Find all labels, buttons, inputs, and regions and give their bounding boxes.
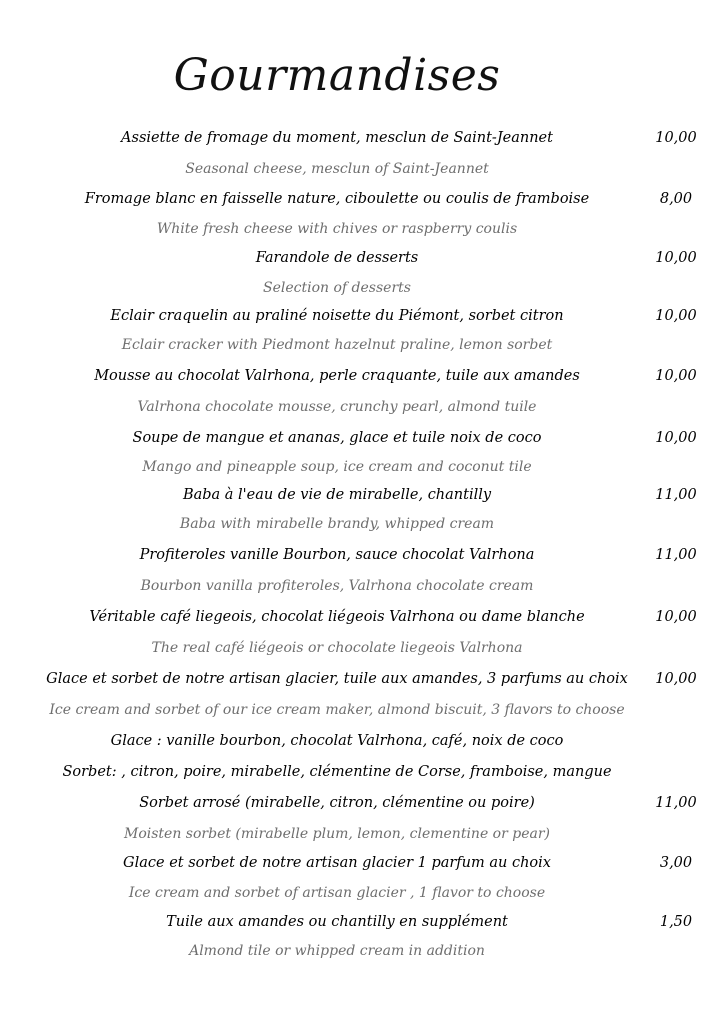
item-price: 10,00 bbox=[655, 308, 697, 324]
item-name: Fromage blanc en faisselle nature, ciboulette ou coulis de framboise bbox=[84, 191, 590, 207]
item-translation: Selection of desserts bbox=[263, 280, 411, 296]
item-price: 10,00 bbox=[655, 250, 697, 266]
item-translation: Moisten sorbet (mirabelle plum, lemon, clementine or pear) bbox=[124, 826, 550, 842]
item-price: 1,50 bbox=[659, 914, 693, 930]
item-price: 3,00 bbox=[659, 855, 693, 871]
item-price: 10,00 bbox=[655, 671, 697, 687]
item-name: Glace et sorbet de notre artisan glacier 1 parfum au choix bbox=[123, 855, 551, 871]
item-name: Véritable café liegeois, chocolat liégeois Valrhona ou dame blanche bbox=[89, 609, 585, 625]
item-translation: Almond tile or whipped cream in addition bbox=[189, 943, 485, 959]
item-translation: Seasonal cheese, mesclun of Saint-Jeannet bbox=[185, 161, 489, 177]
item-name: Assiette de fromage du moment, mesclun de Saint-Jeannet bbox=[121, 130, 553, 146]
item-translation: White fresh cheese with chives or raspberry coulis bbox=[156, 221, 518, 237]
item-translation: Baba with mirabelle brandy, whipped cream bbox=[179, 516, 495, 532]
item-translation: Bourbon vanilla profiteroles, Valrhona chocolate cream bbox=[140, 578, 534, 594]
item-name: Farandole de desserts bbox=[255, 250, 419, 266]
item-translation: Mango and pineapple soup, ice cream and coconut tile bbox=[142, 459, 532, 475]
item-translation: Ice cream and sorbet of artisan glacier , 1 flavor to choose bbox=[128, 885, 546, 901]
item-name: Soupe de mangue et ananas, glace et tuile noix de coco bbox=[132, 430, 542, 446]
item-translation: The real café liégeois or chocolate liegeois Valrhona bbox=[151, 640, 523, 656]
item-name: Glace et sorbet de notre artisan glacier, tuile aux amandes, 3 parfums au choix bbox=[46, 671, 628, 687]
item-price: 10,00 bbox=[655, 430, 697, 446]
item-name: Sorbet arrosé (mirabelle, citron, clémentine ou poire) bbox=[139, 795, 535, 811]
item-price: 10,00 bbox=[655, 609, 697, 625]
item-price: 8,00 bbox=[659, 191, 693, 207]
item-name: Baba à l'eau de vie de mirabelle, chantilly bbox=[182, 487, 492, 503]
item-translation: Eclair cracker with Piedmont hazelnut praline, lemon sorbet bbox=[121, 337, 553, 353]
item-name: Eclair craquelin au praliné noisette du Piémont, sorbet citron bbox=[110, 308, 564, 324]
item-name: Profiteroles vanille Bourbon, sauce chocolat Valrhona bbox=[139, 547, 535, 563]
item-price: 11,00 bbox=[655, 487, 697, 503]
item-price: 11,00 bbox=[655, 547, 697, 563]
item-price: 10,00 bbox=[655, 368, 697, 384]
item-detail: Sorbet: , citron, poire, mirabelle, clémentine de Corse, framboise, mangue bbox=[62, 764, 612, 780]
page-title: Gourmandises bbox=[173, 50, 501, 101]
item-price: 10,00 bbox=[655, 130, 697, 146]
item-translation: Ice cream and sorbet of our ice cream maker, almond biscuit, 3 flavors to choose bbox=[49, 702, 625, 718]
item-name: Tuile aux amandes ou chantilly en supplément bbox=[166, 914, 508, 930]
item-price: 11,00 bbox=[655, 795, 697, 811]
item-name: Mousse au chocolat Valrhona, perle craquante, tuile aux amandes bbox=[94, 368, 580, 384]
item-translation: Valrhona chocolate mousse, crunchy pearl, almond tuile bbox=[137, 399, 537, 415]
item-detail: Glace : vanille bourbon, chocolat Valrhona, café, noix de coco bbox=[110, 733, 564, 749]
